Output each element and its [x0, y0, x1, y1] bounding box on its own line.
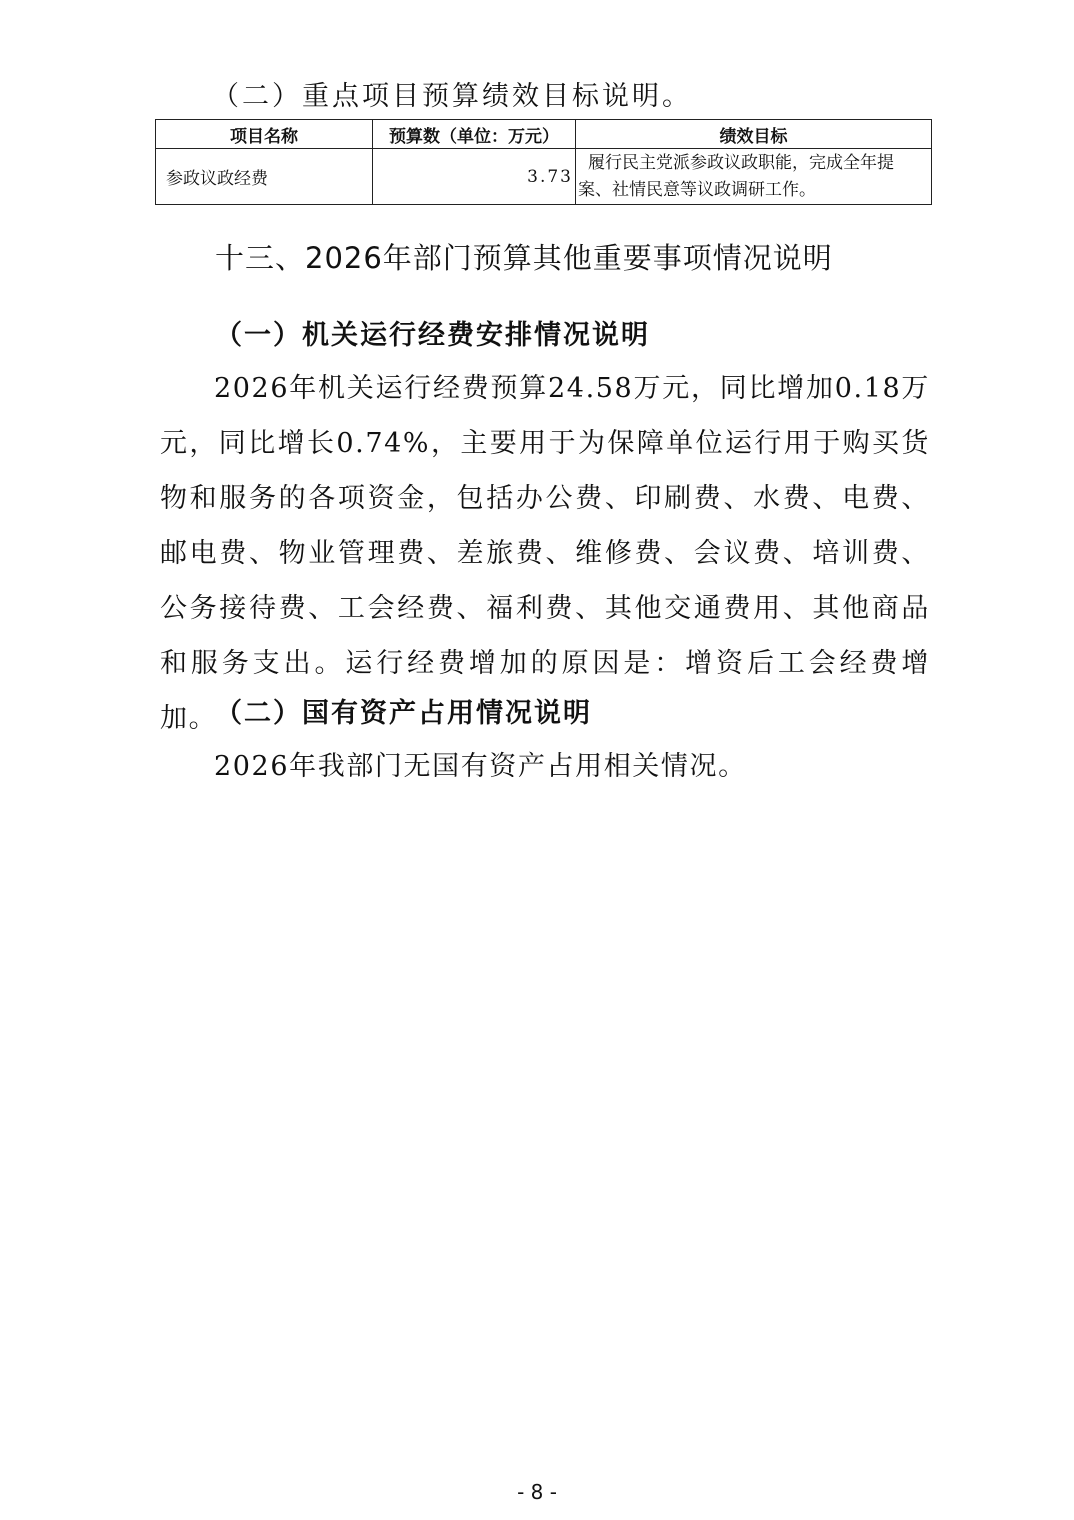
cell-budget-amount: 3.73 — [373, 149, 576, 205]
page-number: - 8 - — [517, 1480, 557, 1504]
subsection-heading-state-assets: （二）国有资产占用情况说明 — [215, 698, 592, 729]
section-title: 十三、2026年部门预算其他重要事项情况说明 — [215, 241, 833, 275]
table-intro-heading: （二）重点项目预算绩效目标说明。 — [212, 81, 692, 112]
header-budget-amount: 预算数（单位：万元） — [373, 120, 576, 149]
cell-performance-goal: 履行民主党派参政议政职能，完成全年提案、社情民意等议政调研工作。 — [576, 149, 932, 205]
paragraph-state-assets: 2026年我部门无国有资产占用相关情况。 — [214, 751, 747, 782]
table-header-row — [156, 120, 932, 149]
cell-project-name: 参政议政经费 — [156, 149, 373, 205]
subsection-heading-operating-funds: （一）机关运行经费安排情况说明 — [215, 320, 650, 351]
paragraph-operating-funds: 2026年机关运行经费预算24.58万元，同比增加0.18万元，同比增长0.74%，主要用于为保障单位运行用于购买货物和服务的各项资金，包括办公费、印刷费、水费、电费、邮电费、物业管理费、差旅费、维修费、会议费、培训费、公务接待费、工会经费、福利费、其他交通费用、其他商品和服务支出。运行经费增加的原因是：增资后工会经费增加。 — [160, 373, 930, 734]
header-performance-goal: 绩效目标 — [576, 120, 932, 149]
header-project-name: 项目名称 — [156, 120, 373, 149]
table-row — [156, 149, 932, 205]
key-project-budget-table — [155, 119, 932, 205]
